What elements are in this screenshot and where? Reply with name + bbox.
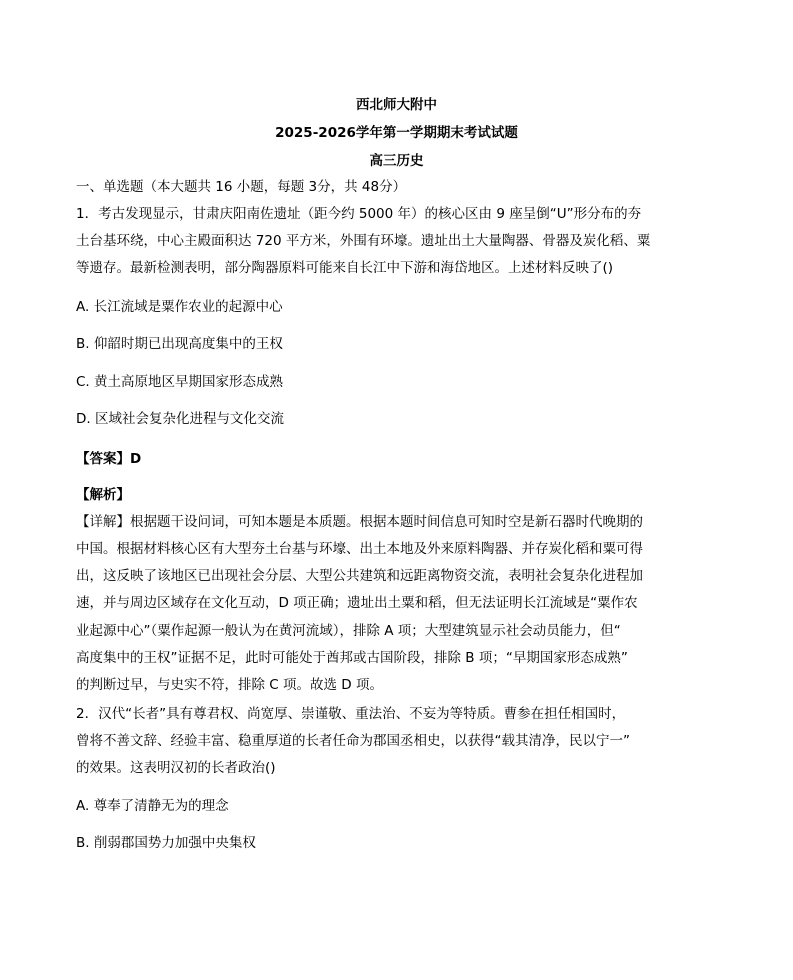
q2-line-3: 的效果。这表明汉初的长者政治() [76, 760, 276, 776]
q2-option-b: B. 削弱郡国势力加强中央集权 [76, 835, 256, 851]
q1-analysis-label: 【解析】 [76, 487, 130, 503]
q2-line-1: 2．汉代“长者”具有尊君权、尚宽厚、崇谨敬、重法治、不妄为等特质。曹参在担任相国时， [76, 706, 626, 722]
q1-detail-line-4: 速，并与周边区域存在文化互动，D 项正确；遗址出土粟和稻，但无法证明长江流域是“粟作农 [76, 595, 638, 611]
q1-option-b: B. 仰韶时期已出现高度集中的王权 [76, 336, 283, 352]
q1-detail-line-6: 高度集中的王权”证据不足，此时可能处于酋邦或古国阶段，排除 B 项；“早期国家形态成熟” [76, 650, 628, 666]
school-name: 西北师大附中 [356, 97, 437, 113]
q1-option-a: A. 长江流域是粟作农业的起源中心 [76, 299, 283, 315]
q1-detail-line-3: 出，这反映了该地区已出现社会分层、大型公共建筑和远距离物资交流，表明社会复杂化进程加 [76, 568, 643, 584]
q1-detail-line-1: 【详解】根据题干设问词，可知本题是本质题。根据本题时间信息可知时空是新石器时代晚期的 [76, 514, 643, 530]
q1-line-1: 1．考古发现显示，甘肃庆阳南佐遗址（距今约 5000 年）的核心区由 9 座呈倒“U”形分布的夯 [76, 206, 642, 222]
q1-answer: 【答案】D [76, 451, 142, 467]
q1-option-c: C. 黄土高原地区早期国家形态成熟 [76, 374, 284, 390]
q1-detail-line-2: 中国。根据材料核心区有大型夯土台基与环壕、出土本地及外来原料陶器、并存炭化稻和粟可得 [76, 541, 643, 557]
q2-option-a: A. 尊奉了清静无为的理念 [76, 798, 229, 814]
q1-line-2: 土台基环绕，中心主殿面积达 720 平方米，外围有环壕。遗址出土大量陶器、骨器及炭化稻、粟 [76, 233, 651, 249]
q1-option-d: D. 区域社会复杂化进程与文化交流 [76, 411, 284, 427]
q1-detail-line-7: 的判断过早，与史实不符，排除 C 项。故选 D 项。 [76, 677, 383, 693]
q2-line-2: 曾将不善文辞、经验丰富、稳重厚道的长者任命为郡国丞相史，以获得“载其清净，民以宁一” [76, 733, 630, 749]
exam-title: 2025-2026学年第一学期期末考试试题 [275, 125, 518, 141]
q1-detail-line-5: 业起源中心”（粟作起源一般认为在黄河流域），排除 A 项；大型建筑显示社会动员能力，但“ [76, 623, 621, 639]
section-title: 一、单选题（本大题共 16 小题，每题 3分，共 48分） [76, 179, 407, 195]
subject-title: 高三历史 [369, 153, 424, 169]
q1-line-3: 等遗存。最新检测表明，部分陶器原料可能来自长江中下游和海岱地区。上述材料反映了() [76, 260, 614, 276]
